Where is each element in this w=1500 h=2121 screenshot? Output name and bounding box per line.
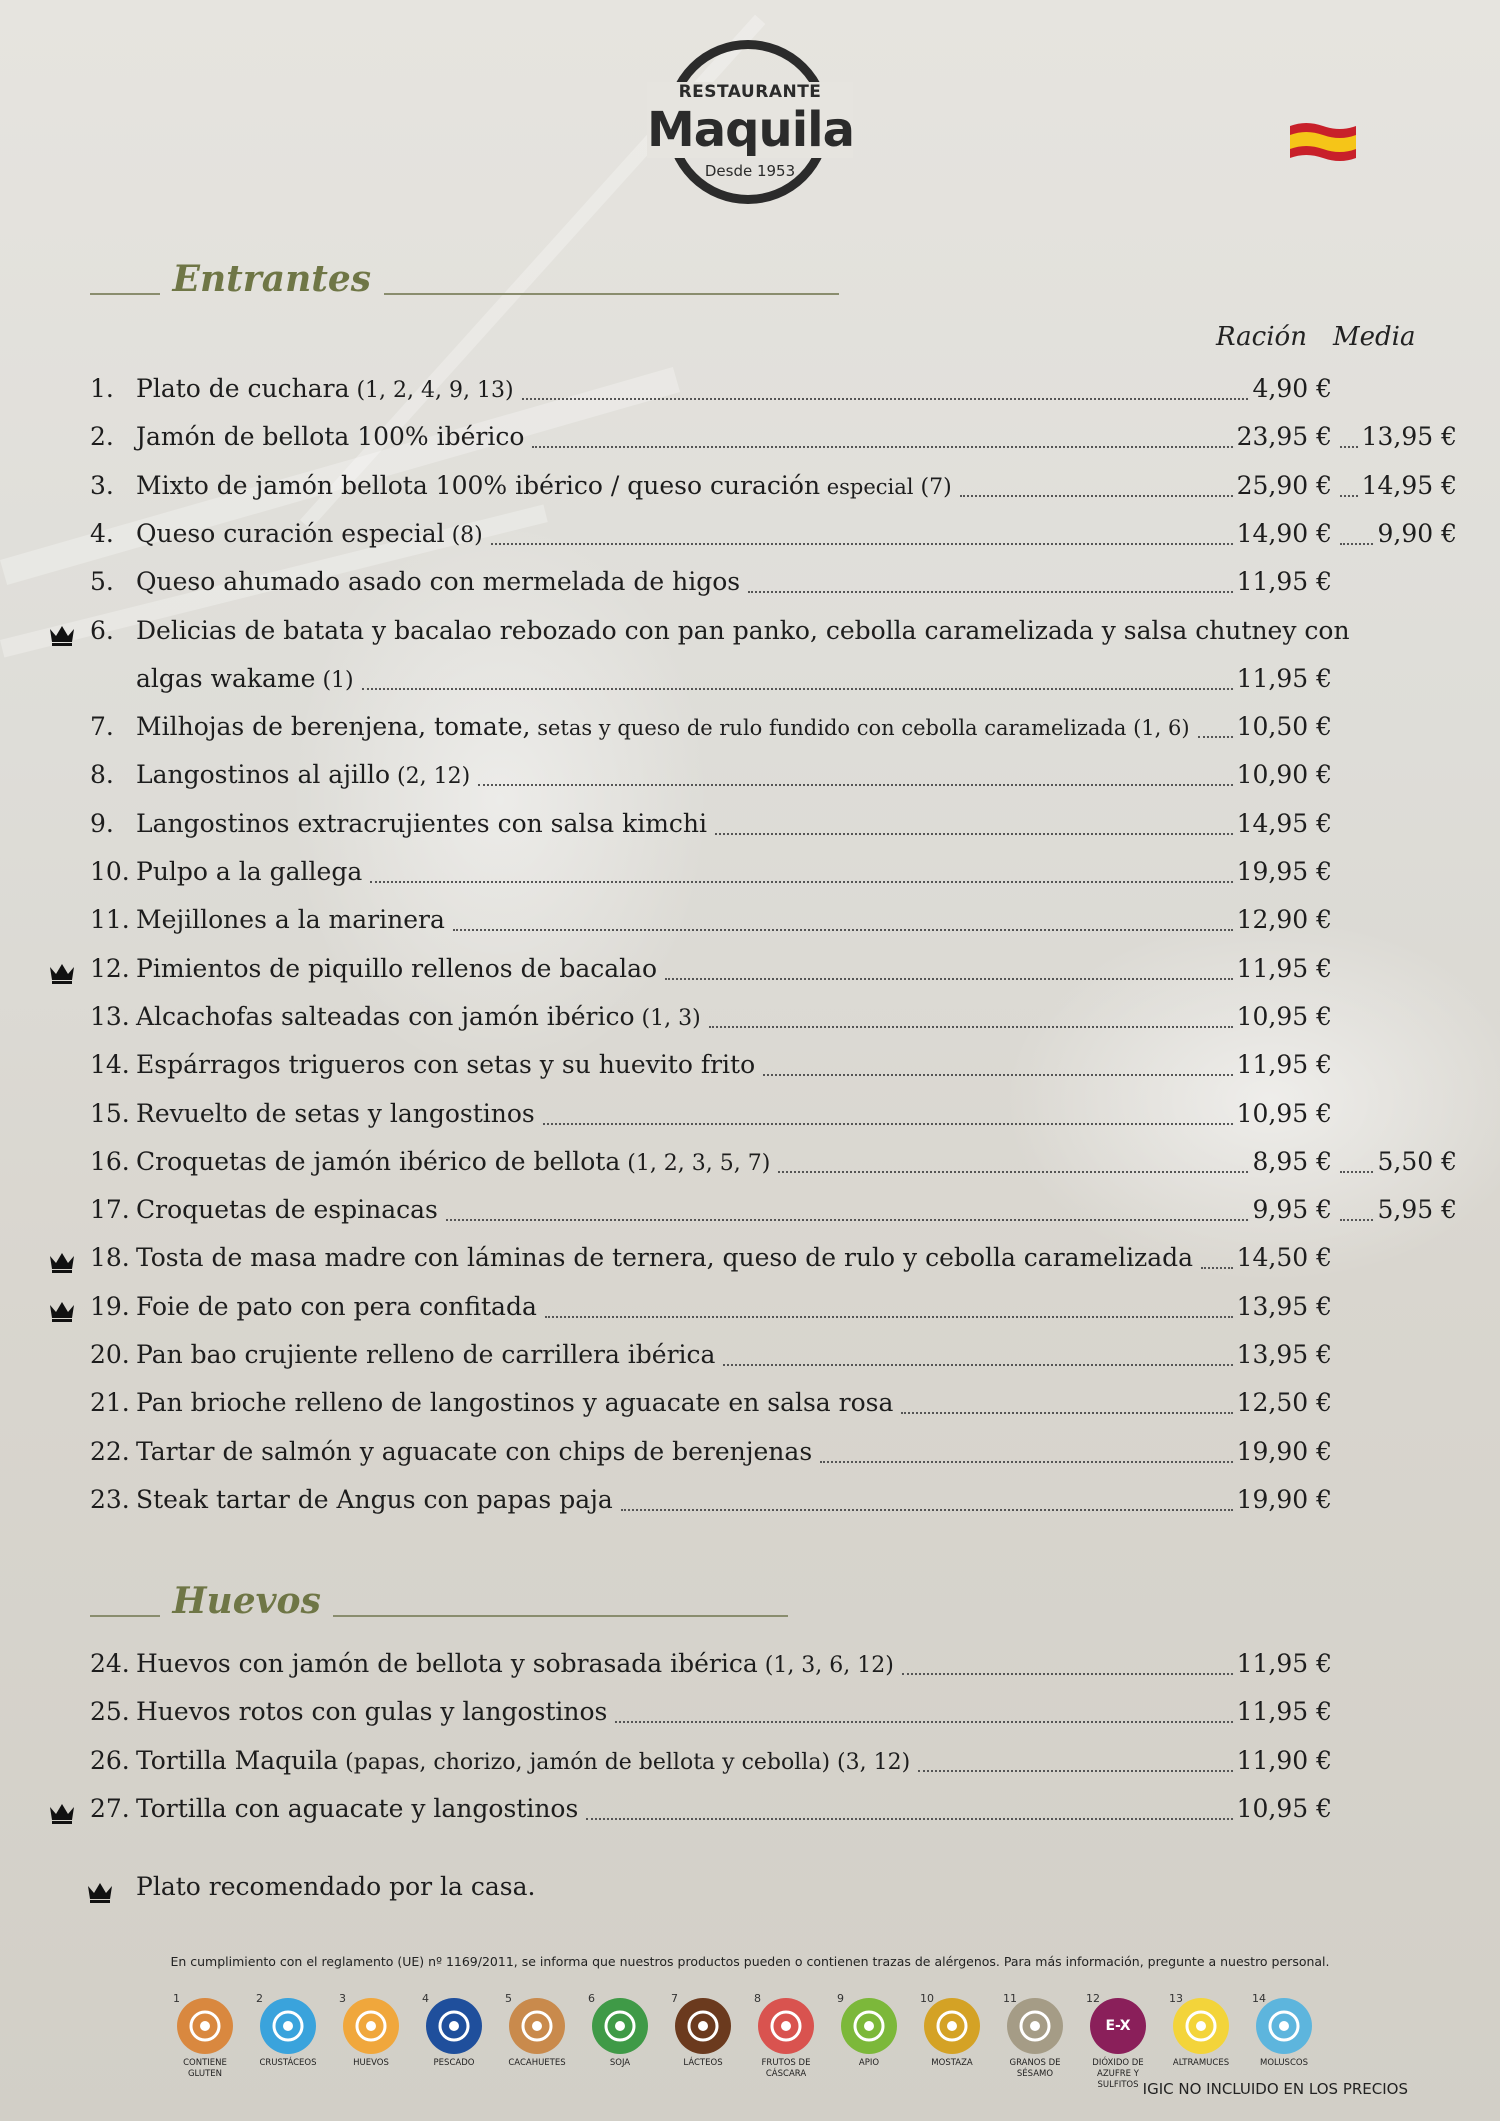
menu-item-name: Huevos rotos con gulas y langostinos — [136, 1697, 608, 1727]
menu-item-number: 4. — [90, 518, 114, 548]
dot-leader — [1201, 1229, 1233, 1269]
menu-item — [0, 1335, 1500, 1375]
dot-leader — [586, 1780, 1233, 1820]
menu-item — [0, 1644, 1500, 1684]
section-title-text: Entrantes — [172, 258, 372, 300]
dot-leader — [1340, 1133, 1373, 1173]
menu-item-number: 21. — [90, 1388, 130, 1418]
celery-icon — [841, 1998, 897, 2054]
menu-item-name: Alcachofas salteadas con jamón ibérico — [136, 1001, 635, 1031]
menu-item-number: 6. — [90, 615, 114, 645]
menu-item-allergens: (1, 2, 4, 9, 13) — [349, 378, 514, 403]
peanut-icon — [509, 1998, 565, 2054]
price-racion: 11,95 € — [1236, 567, 1332, 597]
dot-leader — [615, 1683, 1233, 1723]
allergen-number: 3 — [339, 1992, 346, 2005]
menu-item-description — [136, 369, 514, 411]
tax-note: IGIC NO INCLUIDO EN LOS PRECIOS — [1142, 2080, 1408, 2098]
menu-item-number: 1. — [90, 374, 114, 403]
menu-item — [0, 466, 1500, 506]
menu-item-number: 24. — [90, 1649, 130, 1678]
menu-item-name: Langostinos al ajillo — [136, 760, 391, 790]
restaurant-logo — [647, 40, 853, 212]
dot-leader — [902, 1635, 1233, 1675]
menu-item-description — [136, 514, 483, 556]
soy-icon — [592, 1998, 648, 2054]
menu-item — [0, 707, 1500, 747]
menu-item-description — [136, 1480, 613, 1520]
menu-item — [0, 804, 1500, 844]
menu-item-description — [136, 659, 354, 701]
mustard-icon — [924, 1998, 980, 2054]
menu-item — [0, 997, 1500, 1037]
menu-item-name: Tosta de masa madre con láminas de ternera, queso de rulo y cebolla caramelizada — [136, 1243, 1194, 1273]
menu-item-description — [136, 1335, 715, 1375]
menu-item-description — [136, 1190, 438, 1230]
menu-item-description — [136, 1789, 578, 1829]
crown-icon — [48, 1246, 76, 1270]
price-racion: 12,50 € — [1236, 1388, 1332, 1418]
dot-leader — [1340, 1181, 1373, 1221]
price-racion: 10,50 € — [1236, 712, 1332, 742]
menu-item-number: 5. — [90, 567, 114, 597]
price-racion: 10,95 € — [1236, 1098, 1332, 1128]
menu-item-detail: setas y queso de rulo fundido con cebolla caramelizada (1, 6) — [530, 716, 1190, 741]
price-racion: 23,95 € — [1236, 422, 1332, 452]
menu-item-description — [136, 1045, 755, 1085]
allergen-number: 8 — [754, 1992, 761, 2005]
price-racion: 10,95 € — [1236, 1001, 1332, 1031]
allergen-label: MOSTAZA — [931, 2058, 973, 2068]
menu-item — [0, 1480, 1500, 1520]
menu-item-description — [136, 1142, 770, 1184]
allergen-label: CONTIENE GLUTEN — [183, 2058, 227, 2079]
menu-item-name: Queso ahumado asado con mermelada de higos — [136, 567, 741, 597]
logo-top-text: RESTAURANTE — [647, 82, 853, 102]
allergen-label: LÁCTEOS — [683, 2058, 723, 2068]
menu-item-description — [136, 1432, 812, 1472]
egg-icon — [343, 1998, 399, 2054]
menu-item-name: algas wakame — [136, 663, 316, 693]
menu-item-number: 10. — [90, 857, 130, 886]
menu-item-name: Delicias de batata y bacalao rebozado con pan panko, cebolla caramelizada y salsa chutney con — [136, 615, 1350, 645]
allergen-number: 7 — [671, 1992, 678, 2005]
menu-item-number: 8. — [90, 760, 114, 790]
price-racion: 13,95 € — [1236, 1340, 1332, 1369]
menu-item-number: 3. — [90, 470, 114, 500]
crown-icon — [48, 619, 76, 643]
price-racion: 10,90 € — [1236, 760, 1332, 790]
menu-item-name: Tortilla Maquila — [136, 1745, 339, 1775]
price-racion: 11,95 € — [1236, 1697, 1332, 1727]
menu-item-number: 15. — [90, 1098, 130, 1128]
menu-item-number: 19. — [90, 1291, 130, 1321]
dot-leader — [665, 940, 1233, 980]
crown-icon — [86, 1880, 114, 1904]
allergen-number: 11 — [1003, 1992, 1017, 2005]
allergen-label: ALTRAMUCES — [1172, 2058, 1230, 2068]
price-racion: 13,95 € — [1236, 1291, 1332, 1321]
dot-leader — [820, 1423, 1233, 1463]
menu-item-number: 14. — [90, 1050, 130, 1080]
menu-item-allergens: (1, 3, 6, 12) — [757, 1653, 894, 1678]
menu-item — [0, 1287, 1500, 1327]
menu-item-name: Croquetas de espinacas — [136, 1195, 438, 1225]
allergen-label: CRUSTÁCEOS — [259, 2058, 317, 2068]
allergen-label: APIO — [858, 2058, 880, 2068]
menu-item-number: 16. — [90, 1146, 130, 1176]
menu-item-name: Steak tartar de Angus con papas paja — [136, 1484, 613, 1514]
menu-item-description — [136, 611, 1350, 651]
menu-item-name: Espárragos trigueros con setas y su huevito frito — [136, 1050, 756, 1080]
price-racion: 4,90 € — [1252, 374, 1332, 403]
menu-item — [0, 1432, 1500, 1472]
dot-leader — [763, 1036, 1233, 1076]
allergen-number: 6 — [588, 1992, 595, 2005]
dot-leader — [621, 1471, 1233, 1511]
menu-item — [0, 1789, 1500, 1829]
menu-item — [0, 1692, 1500, 1732]
price-racion: 8,95 € — [1252, 1146, 1332, 1176]
price-racion: 14,50 € — [1236, 1243, 1332, 1273]
menu-item-description — [136, 1383, 893, 1423]
price-racion: 14,90 € — [1236, 518, 1332, 548]
crown-icon — [48, 957, 76, 981]
column-header-racion: Ración — [1216, 322, 1307, 352]
menu-item — [0, 611, 1500, 651]
allergen-label: DIÓXIDO DE AZUFRE Y SULFITOS — [1092, 2058, 1144, 2090]
price-racion: 11,95 € — [1236, 953, 1332, 983]
price-racion: 25,90 € — [1236, 470, 1332, 500]
price-racion: 19,95 € — [1236, 857, 1332, 886]
menu-item-name: Jamón de bellota 100% ibérico — [136, 422, 525, 452]
menu-item-description — [136, 852, 362, 892]
dot-leader — [545, 1278, 1233, 1318]
dot-leader — [446, 1181, 1248, 1221]
menu-item-allergens: (7) — [913, 474, 952, 500]
menu-item — [0, 659, 1500, 699]
dot-leader — [901, 1374, 1233, 1414]
menu-item-name: Foie de pato con pera confitada — [136, 1291, 537, 1321]
menu-item-number: 2. — [90, 422, 114, 452]
allergen-number: 9 — [837, 1992, 844, 2005]
allergen-label: SOJA — [609, 2058, 631, 2068]
menu-item-description — [136, 1741, 910, 1783]
menu-item-allergens: (2, 12) — [390, 764, 471, 790]
dot-leader — [491, 505, 1233, 545]
menu-item-name: Queso curación especial — [136, 518, 445, 548]
menu-item-description — [136, 562, 740, 602]
allergen-number: 1 — [173, 1992, 180, 2005]
price-media: 9,90 € — [1377, 518, 1457, 548]
menu-item-allergens: (1, 2, 3, 5, 7) — [620, 1150, 771, 1176]
price-media: 14,95 € — [1361, 470, 1457, 500]
menu-item — [0, 1045, 1500, 1085]
menu-item-name: Mixto de jamón bellota 100% ibérico / queso curación — [136, 470, 821, 500]
menu-item — [0, 1741, 1500, 1781]
menu-item-number: 23. — [90, 1484, 130, 1514]
menu-item — [0, 1190, 1500, 1230]
menu-item-description — [136, 997, 701, 1039]
dot-leader — [960, 457, 1233, 497]
dot-leader — [1340, 408, 1358, 448]
dot-leader — [723, 1326, 1233, 1366]
dot-leader — [1340, 505, 1373, 545]
allergen-label: MOLUSCOS — [1260, 2058, 1308, 2068]
menu-item — [0, 1094, 1500, 1134]
sulphite-icon: E-X — [1090, 1998, 1146, 2054]
recommended-legend: Plato recomendado por la casa. — [136, 1872, 536, 1901]
menu-item-name: Langostinos extracrujientes con salsa kimchi — [136, 808, 708, 838]
allergen-number: 10 — [920, 1992, 934, 2005]
menu-item — [0, 852, 1500, 892]
milk-icon — [675, 1998, 731, 2054]
price-media: 5,50 € — [1377, 1146, 1457, 1176]
menu-item-description — [136, 1692, 607, 1732]
section-title-entrantes — [90, 258, 839, 300]
menu-item-name: Pan bao crujiente relleno de carrillera ibérica — [136, 1340, 716, 1369]
price-racion: 10,95 € — [1236, 1793, 1332, 1823]
dot-leader — [778, 1133, 1248, 1173]
menu-item-name: Huevos con jamón de bellota y sobrasada ibérica — [136, 1649, 758, 1678]
dot-leader — [522, 360, 1248, 400]
crab-icon — [260, 1998, 316, 2054]
allergen-number: 2 — [256, 1992, 263, 2005]
menu-item — [0, 1238, 1500, 1278]
dot-leader — [543, 1085, 1233, 1125]
price-media: 5,95 € — [1377, 1195, 1457, 1225]
allergen-label: CACAHUETES — [508, 2058, 566, 2068]
menu-item — [0, 417, 1500, 457]
menu-item — [0, 755, 1500, 795]
price-racion: 11,90 € — [1236, 1745, 1332, 1775]
logo-since: Desde 1953 — [704, 162, 796, 180]
price-racion: 9,95 € — [1252, 1195, 1332, 1225]
menu-item-number: 7. — [90, 712, 114, 742]
wheat-icon — [177, 1998, 233, 2054]
menu-item-name: Pulpo a la gallega — [136, 857, 363, 886]
allergen-number: 13 — [1169, 1992, 1183, 2005]
price-racion: 11,95 € — [1236, 1649, 1332, 1678]
menu-item-number: 18. — [90, 1243, 130, 1273]
menu-item-description — [136, 1238, 1193, 1278]
menu-item-description — [136, 755, 470, 797]
menu-item-allergens: (1, 3) — [634, 1005, 701, 1031]
menu-item-number: 27. — [90, 1793, 130, 1823]
menu-item — [0, 1383, 1500, 1423]
menu-item-number: 25. — [90, 1697, 130, 1727]
dot-leader — [478, 746, 1233, 786]
menu-item — [0, 900, 1500, 940]
price-racion: 11,95 € — [1236, 1050, 1332, 1080]
menu-item-description — [136, 1287, 537, 1327]
dot-leader — [748, 553, 1233, 593]
menu-item-name: Plato de cuchara — [136, 374, 350, 403]
price-racion: 14,95 € — [1236, 808, 1332, 838]
menu-item-number: 20. — [90, 1340, 130, 1369]
allergen-number: 4 — [422, 1992, 429, 2005]
menu-item-allergens: (1) — [315, 667, 354, 693]
menu-item-name: Milhojas de berenjena, tomate, — [136, 712, 531, 742]
allergen-label: GRANOS DE SÉSAMO — [1009, 2058, 1061, 2079]
menu-item-detail: especial — [820, 474, 914, 499]
allergen-label: HUEVOS — [353, 2058, 389, 2068]
price-racion: 19,90 € — [1236, 1484, 1332, 1514]
allergen-note: En cumplimiento con el reglamento (UE) nº 1169/2011, se informa que nuestros productos pueden o contienen trazas de alérgenos. Para más información, pregunte a nuestro personal. — [170, 1954, 1330, 1969]
menu-item-name: Revuelto de setas y langostinos — [136, 1098, 535, 1128]
menu-item-description — [136, 804, 707, 844]
menu-item-description — [136, 900, 445, 940]
dot-leader — [532, 408, 1233, 448]
menu-item-name: Tortilla con aguacate y langostinos — [136, 1793, 579, 1823]
menu-item — [0, 369, 1500, 409]
menu-item-description — [136, 466, 952, 508]
crown-icon — [48, 1295, 76, 1319]
crown-icon — [48, 1797, 76, 1821]
allergen-label: PESCADO — [433, 2058, 475, 2068]
price-racion: 11,95 € — [1236, 663, 1332, 693]
menu-item-allergens: (8) — [444, 522, 483, 548]
dot-leader — [370, 843, 1233, 883]
menu-item-number: 13. — [90, 1001, 130, 1031]
section-title-huevos — [90, 1580, 788, 1622]
menu-item — [0, 1142, 1500, 1182]
lupin-icon — [1173, 1998, 1229, 2054]
fish-icon — [426, 1998, 482, 2054]
menu-item-number: 12. — [90, 953, 130, 983]
menu-item — [0, 562, 1500, 602]
dot-leader — [709, 988, 1233, 1028]
dot-leader — [453, 891, 1233, 931]
menu-item-number: 9. — [90, 808, 114, 838]
menu-item-description — [136, 707, 1190, 748]
dot-leader — [1198, 698, 1233, 738]
menu-item-name: Mejillones a la marinera — [136, 905, 445, 935]
dot-leader — [362, 650, 1233, 690]
column-header-media: Media — [1333, 322, 1416, 352]
menu-item — [0, 514, 1500, 554]
price-media: 13,95 € — [1361, 422, 1457, 452]
logo-name: Maquila — [647, 102, 854, 158]
allergen-label: FRUTOS DE CÁSCARA — [761, 2058, 811, 2079]
menu-item-name: Tartar de salmón y aguacate con chips de berenjenas — [136, 1436, 813, 1466]
menu-item-number: 22. — [90, 1436, 130, 1466]
menu-item-description — [136, 949, 657, 989]
menu-item-name: Pan brioche relleno de langostinos y aguacate en salsa rosa — [136, 1388, 894, 1418]
dot-leader — [715, 795, 1233, 835]
menu-item-allergens: (papas, chorizo, jamón de bellota y cebolla) (3, 12) — [338, 1749, 911, 1775]
menu-item — [0, 949, 1500, 989]
section-title-text: Huevos — [172, 1580, 321, 1622]
nut-icon — [758, 1998, 814, 2054]
allergen-number: 5 — [505, 1992, 512, 2005]
price-racion: 19,90 € — [1236, 1436, 1332, 1466]
menu-item-number: 26. — [90, 1745, 130, 1775]
menu-item-description — [136, 1094, 535, 1134]
allergen-number: 12 — [1086, 1992, 1100, 2005]
sesame-icon — [1007, 1998, 1063, 2054]
dot-leader — [1340, 457, 1358, 497]
menu-item-name: Croquetas de jamón ibérico de bellota — [136, 1146, 621, 1176]
menu-item-description — [136, 417, 524, 457]
menu-item-number: 11. — [90, 905, 130, 935]
mollusc-icon — [1256, 1998, 1312, 2054]
dot-leader — [918, 1732, 1233, 1772]
price-racion: 12,90 € — [1236, 905, 1332, 935]
menu-item-number: 17. — [90, 1195, 130, 1225]
menu-item-name: Pimientos de piquillo rellenos de bacalao — [136, 953, 658, 983]
allergen-number: 14 — [1252, 1992, 1266, 2005]
menu-item-description — [136, 1644, 894, 1686]
spain-flag-icon[interactable] — [1288, 118, 1358, 166]
